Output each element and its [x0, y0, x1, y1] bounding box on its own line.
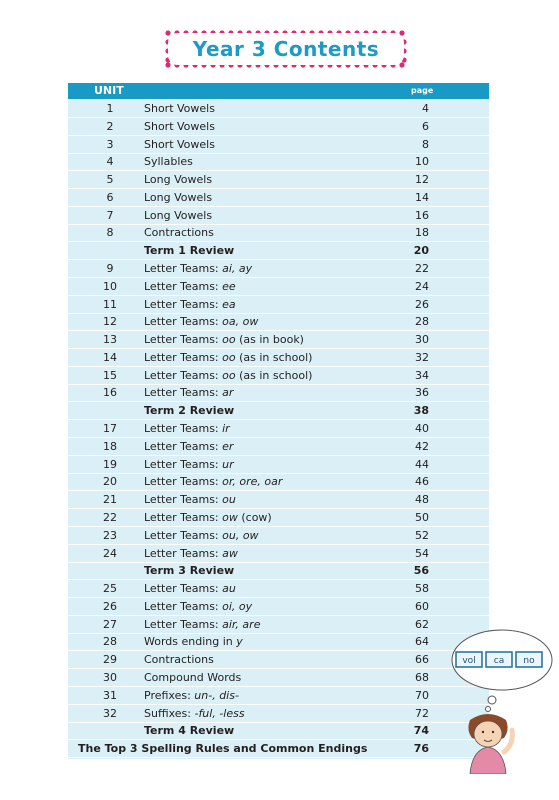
unit-title-text: Term 1 Review: [144, 244, 235, 258]
unit-number: 9: [106, 262, 114, 276]
unit-title-text: Suffixes:: [144, 706, 195, 720]
page-title: Year 3 Contents: [192, 37, 380, 61]
thought-bubble: [452, 630, 552, 712]
unit-number: 14: [103, 350, 117, 364]
unit-title: [144, 189, 212, 206]
unit-title: [144, 651, 214, 668]
unit-title-italic: ir: [222, 422, 230, 436]
table-row: [68, 509, 489, 527]
unit-title-italic: ai, ay: [222, 262, 253, 276]
unit-title-text: Letter Teams:: [144, 297, 223, 311]
unit-title: [144, 420, 230, 437]
page-number: 74: [413, 724, 429, 738]
page-number: 60: [415, 599, 429, 613]
unit-title-italic: ou, ow: [222, 528, 259, 542]
unit-title-italic: or, ore, oar: [222, 475, 283, 489]
unit-title: [144, 349, 312, 366]
table-row: [68, 651, 489, 669]
page-number: 16: [415, 208, 429, 222]
unit-title-italic: oa, ow: [222, 315, 259, 329]
unit-title: [144, 296, 236, 313]
page-number: 38: [413, 404, 429, 418]
unit-number: 21: [103, 493, 117, 507]
unit-title: [144, 313, 258, 330]
child-thinking-illustration: [448, 624, 556, 774]
table-row: [68, 278, 489, 296]
unit-title: [144, 278, 236, 295]
unit-title: [144, 438, 233, 455]
unit-title: [144, 100, 215, 117]
unit-title-text: Long Vowels: [144, 173, 213, 187]
unit-title-italic: ea: [222, 297, 236, 311]
table-row: [68, 420, 489, 438]
unit-title: [144, 598, 252, 615]
row-divider: [68, 757, 489, 758]
unit-title-text: Contractions: [144, 226, 214, 240]
unit-title-text: Letter Teams:: [144, 368, 223, 382]
unit-title: [78, 740, 367, 757]
unit-title-italic: oo: [222, 350, 236, 364]
unit-title: [144, 331, 304, 348]
page-number: 10: [415, 155, 429, 169]
unit-title-text: Letter Teams:: [144, 493, 223, 507]
unit-number: 3: [106, 137, 114, 151]
page-number: 58: [415, 582, 429, 596]
unit-number: 16: [103, 386, 117, 400]
table-header: [68, 83, 489, 99]
page-number: 14: [415, 190, 429, 204]
unit-number: 24: [103, 546, 117, 560]
unit-title: [144, 207, 212, 224]
table-row: [68, 171, 489, 189]
unit-number: 17: [103, 422, 117, 436]
table-row: [68, 331, 489, 349]
unit-title: [144, 384, 233, 401]
unit-title-text: Letter Teams:: [144, 617, 223, 631]
table-row: [68, 705, 489, 723]
table-row: [68, 349, 489, 367]
page-number: 22: [415, 262, 429, 276]
unit-title-italic: oo: [222, 368, 236, 382]
unit-column-header: UNIT: [94, 84, 124, 97]
unit-title-italic: oo: [222, 333, 236, 347]
page-number: 50: [415, 510, 429, 524]
unit-title-text: Long Vowels: [144, 190, 213, 204]
unit-title-text: Letter Teams:: [144, 457, 223, 471]
unit-number: 13: [103, 333, 117, 347]
unit-title-text: Prefixes:: [144, 688, 195, 702]
unit-title-italic: ur: [222, 457, 234, 471]
table-row: [68, 669, 489, 687]
unit-title: [144, 473, 282, 490]
page-number: 20: [413, 244, 429, 258]
unit-title: [144, 224, 214, 241]
unit-number: 19: [103, 457, 117, 471]
unit-title-text: Letter Teams:: [144, 386, 223, 400]
unit-title-text: Letter Teams:: [144, 599, 223, 613]
table-row: [68, 598, 489, 616]
unit-title: [144, 669, 241, 686]
page-number: 62: [415, 617, 429, 631]
unit-title: [144, 153, 193, 170]
tile-1-text: vol: [462, 656, 476, 666]
unit-title: [144, 509, 272, 526]
table-row: [68, 633, 489, 651]
unit-number: 28: [103, 635, 117, 649]
unit-title-text: Letter Teams:: [144, 439, 223, 453]
unit-title: [144, 491, 236, 508]
table-row: [68, 136, 489, 154]
unit-number: 4: [106, 155, 114, 169]
unit-title-text: Letter Teams:: [144, 475, 223, 489]
unit-number: 15: [103, 368, 117, 382]
table-row: [68, 438, 489, 456]
unit-title-text: Term 3 Review: [144, 564, 235, 578]
unit-title-text: Letter Teams:: [144, 422, 223, 436]
table-row: [68, 473, 489, 491]
unit-title-italic: ow: [222, 510, 238, 524]
unit-title: [144, 527, 259, 544]
unit-title: [144, 687, 239, 704]
unit-title-text: (as in school): [235, 368, 313, 382]
page-number: 12: [415, 173, 429, 187]
unit-title-text: Short Vowels: [144, 119, 215, 133]
unit-title-italic: ou: [222, 493, 236, 507]
unit-number: 8: [106, 226, 114, 240]
final-row: [68, 740, 489, 758]
table-row: [68, 224, 489, 242]
unit-title-text: Letter Teams:: [144, 333, 223, 347]
unit-title-italic: ar: [222, 386, 234, 400]
unit-title-text: Syllables: [144, 155, 193, 169]
page-number: 52: [415, 528, 429, 542]
unit-number: 10: [103, 279, 117, 293]
unit-title: [144, 402, 234, 419]
page-number: 70: [415, 688, 429, 702]
unit-title: [144, 705, 245, 722]
tile-3-text: no: [523, 656, 535, 666]
page-number: 4: [422, 102, 429, 115]
unit-title-text: Compound Words: [144, 670, 242, 684]
unit-number: 1: [106, 102, 114, 115]
unit-title: [144, 616, 260, 633]
unit-number: 29: [103, 653, 117, 667]
page-number: 40: [415, 422, 429, 436]
unit-title-italic: oi, oy: [222, 599, 253, 613]
child-figure: [468, 714, 512, 774]
unit-title-text: (as in school): [235, 350, 313, 364]
table-row: [68, 207, 489, 225]
unit-title-text: Term 2 Review: [144, 404, 235, 418]
unit-title-italic: y: [236, 635, 243, 649]
page-number: 34: [415, 368, 429, 382]
page-number: 68: [415, 670, 429, 684]
unit-title-text: Letter Teams:: [144, 546, 223, 560]
unit-title-text: (as in book): [235, 333, 304, 347]
review-row: [68, 722, 489, 740]
unit-title: [144, 562, 234, 579]
table-row: [68, 616, 489, 634]
unit-title-text: Letter Teams:: [144, 510, 223, 524]
page-number: 48: [415, 493, 429, 507]
unit-title-text: Short Vowels: [144, 137, 215, 151]
page-number: 36: [415, 386, 429, 400]
unit-number: 30: [103, 670, 117, 684]
page-number: 28: [415, 315, 429, 329]
unit-title-italic: un-, dis-: [194, 688, 239, 702]
unit-title-italic: ee: [222, 279, 236, 293]
unit-title: [144, 118, 215, 135]
unit-title-text: Letter Teams:: [144, 350, 223, 364]
unit-title-text: Words ending in: [144, 635, 237, 649]
page-number: 66: [415, 653, 429, 667]
unit-title-text: Letter Teams:: [144, 315, 223, 329]
table-row: [68, 384, 489, 402]
page-number: 8: [422, 137, 429, 151]
table-row: [68, 527, 489, 545]
unit-title-text: The Top 3 Spelling Rules and Common Endings: [78, 742, 368, 756]
unit-title-italic: er: [222, 439, 234, 453]
contents-table: [68, 83, 489, 759]
unit-title-text: Letter Teams:: [144, 582, 223, 596]
unit-title-italic: aw: [222, 546, 238, 560]
page-number: 42: [415, 439, 429, 453]
page-number: 26: [415, 297, 429, 311]
unit-number: 18: [103, 439, 117, 453]
unit-title-italic: -ful, -less: [194, 706, 245, 720]
unit-number: 27: [103, 617, 117, 631]
unit-number: 2: [106, 119, 114, 133]
border-dot: [165, 30, 170, 35]
page-number: 56: [413, 564, 429, 578]
page-number: 6: [422, 119, 429, 133]
unit-title-italic: air, are: [222, 617, 261, 631]
unit-title: [144, 580, 236, 597]
page-number: 64: [415, 635, 429, 649]
unit-number: 12: [103, 315, 117, 329]
unit-title: [144, 456, 234, 473]
border-dot: [399, 62, 404, 67]
unit-title: [144, 136, 215, 153]
unit-title: [144, 171, 212, 188]
unit-title: [144, 545, 238, 562]
unit-title-italic: au: [222, 582, 236, 596]
table-row: [68, 100, 489, 118]
unit-title-text: Term 4 Review: [144, 724, 235, 738]
unit-title-text: Letter Teams:: [144, 528, 223, 542]
page-number: 30: [415, 333, 429, 347]
unit-title-text: Letter Teams:: [144, 279, 223, 293]
table-row: [68, 189, 489, 207]
unit-title: [144, 242, 234, 259]
unit-number: 20: [103, 475, 117, 489]
unit-title: [144, 633, 243, 650]
unit-title-text: (cow): [237, 510, 272, 524]
page-number: 72: [415, 706, 429, 720]
unit-number: 32: [103, 706, 117, 720]
title-banner: [164, 29, 408, 69]
unit-title-text: Contractions: [144, 653, 214, 667]
table-row: [68, 260, 489, 278]
table-row: [68, 491, 489, 509]
page-column-header: page: [411, 86, 434, 95]
unit-title: [144, 260, 252, 277]
review-row: [68, 562, 489, 580]
unit-title: [144, 722, 234, 739]
unit-title-text: Short Vowels: [144, 102, 215, 115]
page-number: 76: [413, 742, 429, 756]
page-number: 18: [415, 226, 429, 240]
syllable-tiles: [456, 652, 542, 667]
page-number: 44: [415, 457, 429, 471]
tile-2-text: ca: [493, 656, 505, 666]
table-row: [68, 367, 489, 385]
page-number: 24: [415, 279, 429, 293]
unit-number: 26: [103, 599, 117, 613]
page-number: 46: [415, 475, 429, 489]
table-row: [68, 687, 489, 705]
review-row: [68, 402, 489, 420]
table-row: [68, 153, 489, 171]
unit-number: 31: [103, 688, 117, 702]
table-row: [68, 580, 489, 598]
page-number: 54: [415, 546, 429, 560]
border-dot: [165, 62, 170, 67]
table-row: [68, 456, 489, 474]
unit-number: 7: [106, 208, 114, 222]
unit-title-text: Letter Teams:: [144, 262, 223, 276]
unit-number: 11: [103, 297, 117, 311]
unit-number: 6: [106, 190, 114, 204]
unit-number: 22: [103, 510, 117, 524]
table-row: [68, 313, 489, 331]
unit-number: 5: [106, 173, 114, 187]
unit-title: [144, 367, 312, 384]
unit-title-text: Long Vowels: [144, 208, 213, 222]
unit-number: 25: [103, 582, 117, 596]
unit-number: 23: [103, 528, 117, 542]
table-row: [68, 296, 489, 314]
table-row: [68, 545, 489, 563]
page-number: 32: [415, 350, 429, 364]
table-row: [68, 118, 489, 136]
review-row: [68, 242, 489, 260]
